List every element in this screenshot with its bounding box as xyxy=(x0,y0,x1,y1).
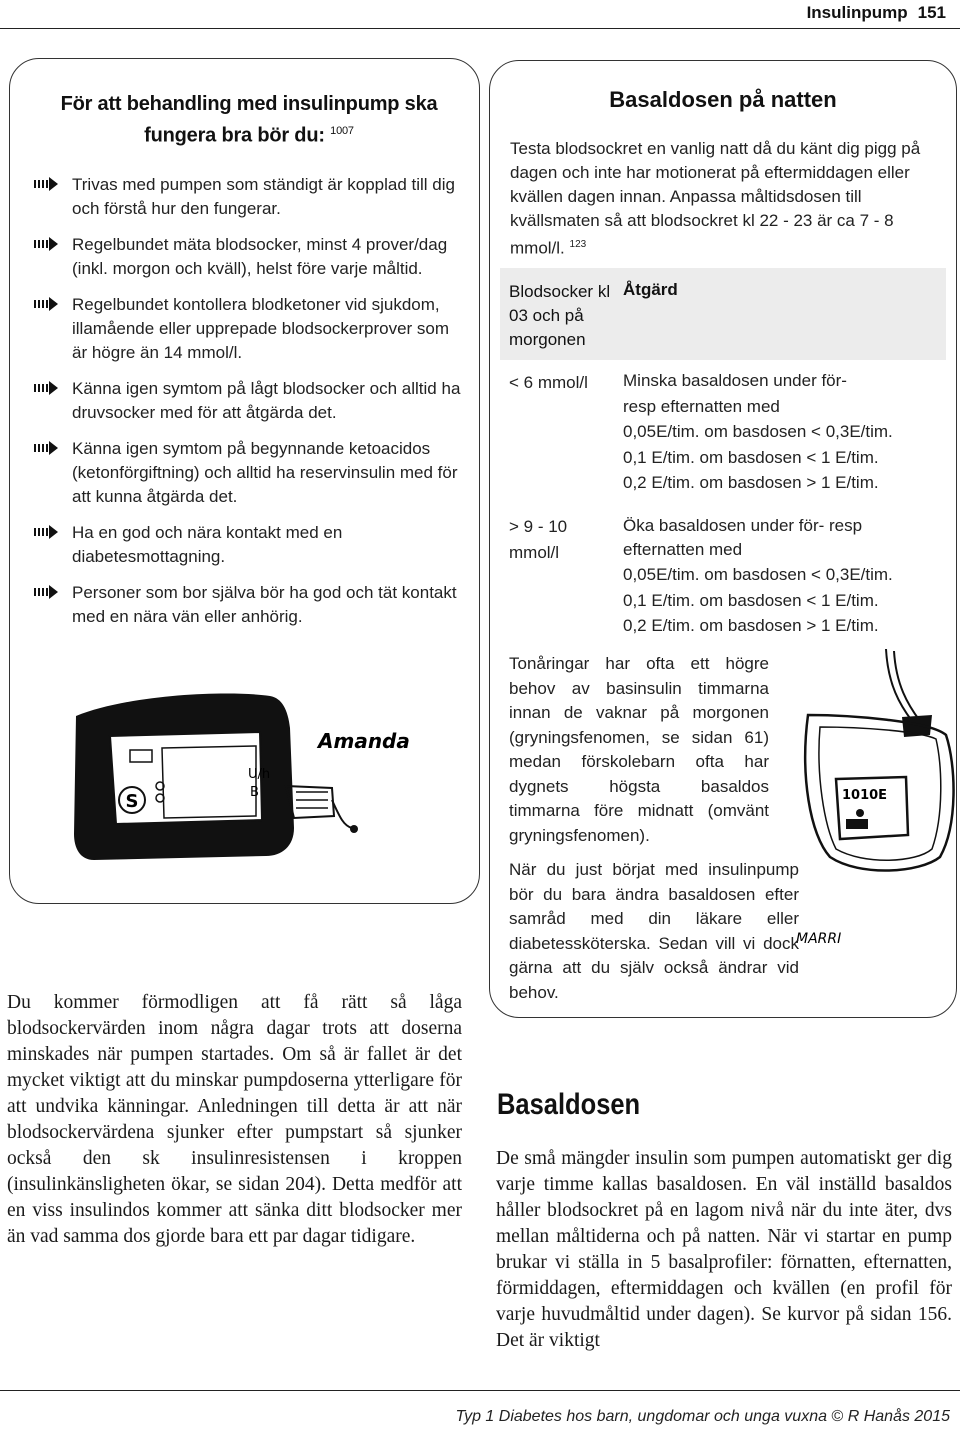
drawing-signature: Amanda xyxy=(318,729,410,753)
drawn-letter-s: S xyxy=(125,791,139,812)
child-pump-drawing xyxy=(70,688,430,868)
arrow-bullet-icon xyxy=(34,585,58,599)
copyright-symbol: © xyxy=(831,1408,844,1425)
list-item: Trivas med pumpen som ständigt är kopplad till dig och förstå hur den fungerar. xyxy=(34,173,464,221)
arrow-bullet-icon xyxy=(34,297,58,311)
list-item: Känna igen symtom på begynnande ketoacidos (ketonförgiftning) och alltid ha reservinsulin med för att kunna åtgärda det. xyxy=(34,437,464,509)
list-item: Regelbundet mäta blodsocker, minst 4 prover/dag (inkl. morgon och kväll), helst före varje måltid. xyxy=(34,233,464,281)
table-cell-high-action: Öka basaldosen under för- resp efternatten med 0,05E/tim. om basdosen < 0,3E/tim. 0,1 E/tim. om basdosen < 1 E/tim. 0,2 E/tim. om basdosen > 1 E/tim. xyxy=(623,516,893,635)
pump-start-advice-text: När du just börjat med insulinpump bör du bara ändra basaldosen efter samråd med din läkare eller diabetessköterska. Sedan vill vi dock gärna att du själv också ändrar vid behov. xyxy=(509,860,799,1002)
requirements-list xyxy=(34,173,464,641)
reference: 1007 xyxy=(330,125,354,137)
drawn-screen-label: U/h xyxy=(248,767,271,782)
drawn-letter-b: B xyxy=(250,785,259,800)
footer-divider xyxy=(0,1390,960,1391)
box-heading: För att behandling med insulinpump ska fungera bra bör du: $^{1007}$ xyxy=(60,93,438,147)
arrow-bullet-icon xyxy=(34,381,58,395)
table-cell-low-action: Minska basaldosen under för- resp efternatten med 0,05E/tim. om basdosen < 0,3E/tim. 0,1 E/tim. om basdosen < 1 E/tim. 0,2 E/tim. om basdosen > 1 E/tim. xyxy=(623,371,893,492)
pump-sketch-drawing xyxy=(790,645,960,965)
page-footer: Typ 1 Diabetes hos barn, ungdomar och unga vuxna © R Hanås 2015 xyxy=(455,1408,950,1425)
page-header xyxy=(0,0,960,29)
running-title xyxy=(807,3,946,23)
basal-section-text: De små mängder insulin som pumpen automatiskt ger dig varje timme kallas basaldosen. En väl inställd basaldos håller blodsockret på en lagom nivå när du inte äter, dvs mellan måltiderna och på natten. När vi startar en pump brukar vi ställa in 5 basalprofiler: förnatten, efternatten, förmiddagen, eftermiddagen och kvällen (en profil för varje huvudmåltid under dagen). Se kurvor på sidan 156. Det är viktigt xyxy=(496,1148,952,1351)
arrow-bullet-icon xyxy=(34,177,58,191)
table-cell-high-value: > 9 - 10 mmol/l xyxy=(509,517,568,562)
section-heading: Basaldosen xyxy=(497,1088,641,1121)
box-intro: Testa blodsockret en vanlig natt då du känt dig pigg på dagen och inte har motionerat på eftermiddagen eller kvällen dagen innan. Anpassa måltidsdosen till kvällsmaten så att blodsockret kl 22 - 23 är ca 7 - 8 mmol/l. $^{123}$ xyxy=(510,139,921,258)
list-item: Känna igen symtom på lågt blodsocker och alltid ha druvsocker med för att åtgärda det. xyxy=(34,377,464,425)
arrow-bullet-icon xyxy=(34,525,58,539)
drawn-screen-text: 1010E xyxy=(842,788,888,803)
page-number: 151 xyxy=(917,3,946,22)
arrow-bullet-icon xyxy=(34,441,58,455)
col-header-blood-sugar: Blodsocker kl 03 och på morgonen xyxy=(509,282,611,349)
drawing-signature: MARRI xyxy=(796,931,842,947)
pump-start-paragraph: Du kommer förmodligen att få rätt så låga blodsockervärden inom några dagar trots att doserna minskades när pumpen startades. Om så är fallet är det mycket viktigt att du minskar pumpdoserna ytterligare för att undvika känningar. Anledningen till detta är att när blodsockervärdena sjunker efter pumpstart så sjunker också den sk insulinresistensen i kroppen (insulinkänsligheten ökar, se sidan 204). Detta medför att en viss insulindos kommer att sänka ditt blodsocker mer än vad samma dos gjorde bara ett par dagar tidigare. xyxy=(7,992,462,1247)
header-title: Insulinpump xyxy=(806,3,908,22)
list-item: Ha en god och nära kontakt med en diabetesmottagning. xyxy=(34,521,464,569)
list-item: Regelbundet kontollera blodketoner vid sjukdom, illamående eller upprepade blodsockerprover som är högre än 14 mmol/l. xyxy=(34,293,464,365)
arrow-bullet-icon xyxy=(34,237,58,251)
col-header-action: Åtgärd xyxy=(623,280,678,299)
basal-table-header xyxy=(500,268,946,360)
list-item: Personer som bor själva bör ha god och tät kontakt med en nära vän eller anhörig. xyxy=(34,581,464,629)
box-heading: Basaldosen på natten xyxy=(609,87,837,112)
table-cell-low-value: < 6 mmol/l xyxy=(509,373,588,392)
teen-dawn-phenomenon-text: Tonåringar har ofta ett högre behov av basinsulin timmarna innan de vaknar på morgonen (gryningsfenomen, se sidan 61) medan förskolebarn ofta har dygnets högsta basaldos timmarna före midnatt (omvänt gryningsfenomen). xyxy=(509,654,769,845)
reference: 123 xyxy=(569,239,587,250)
